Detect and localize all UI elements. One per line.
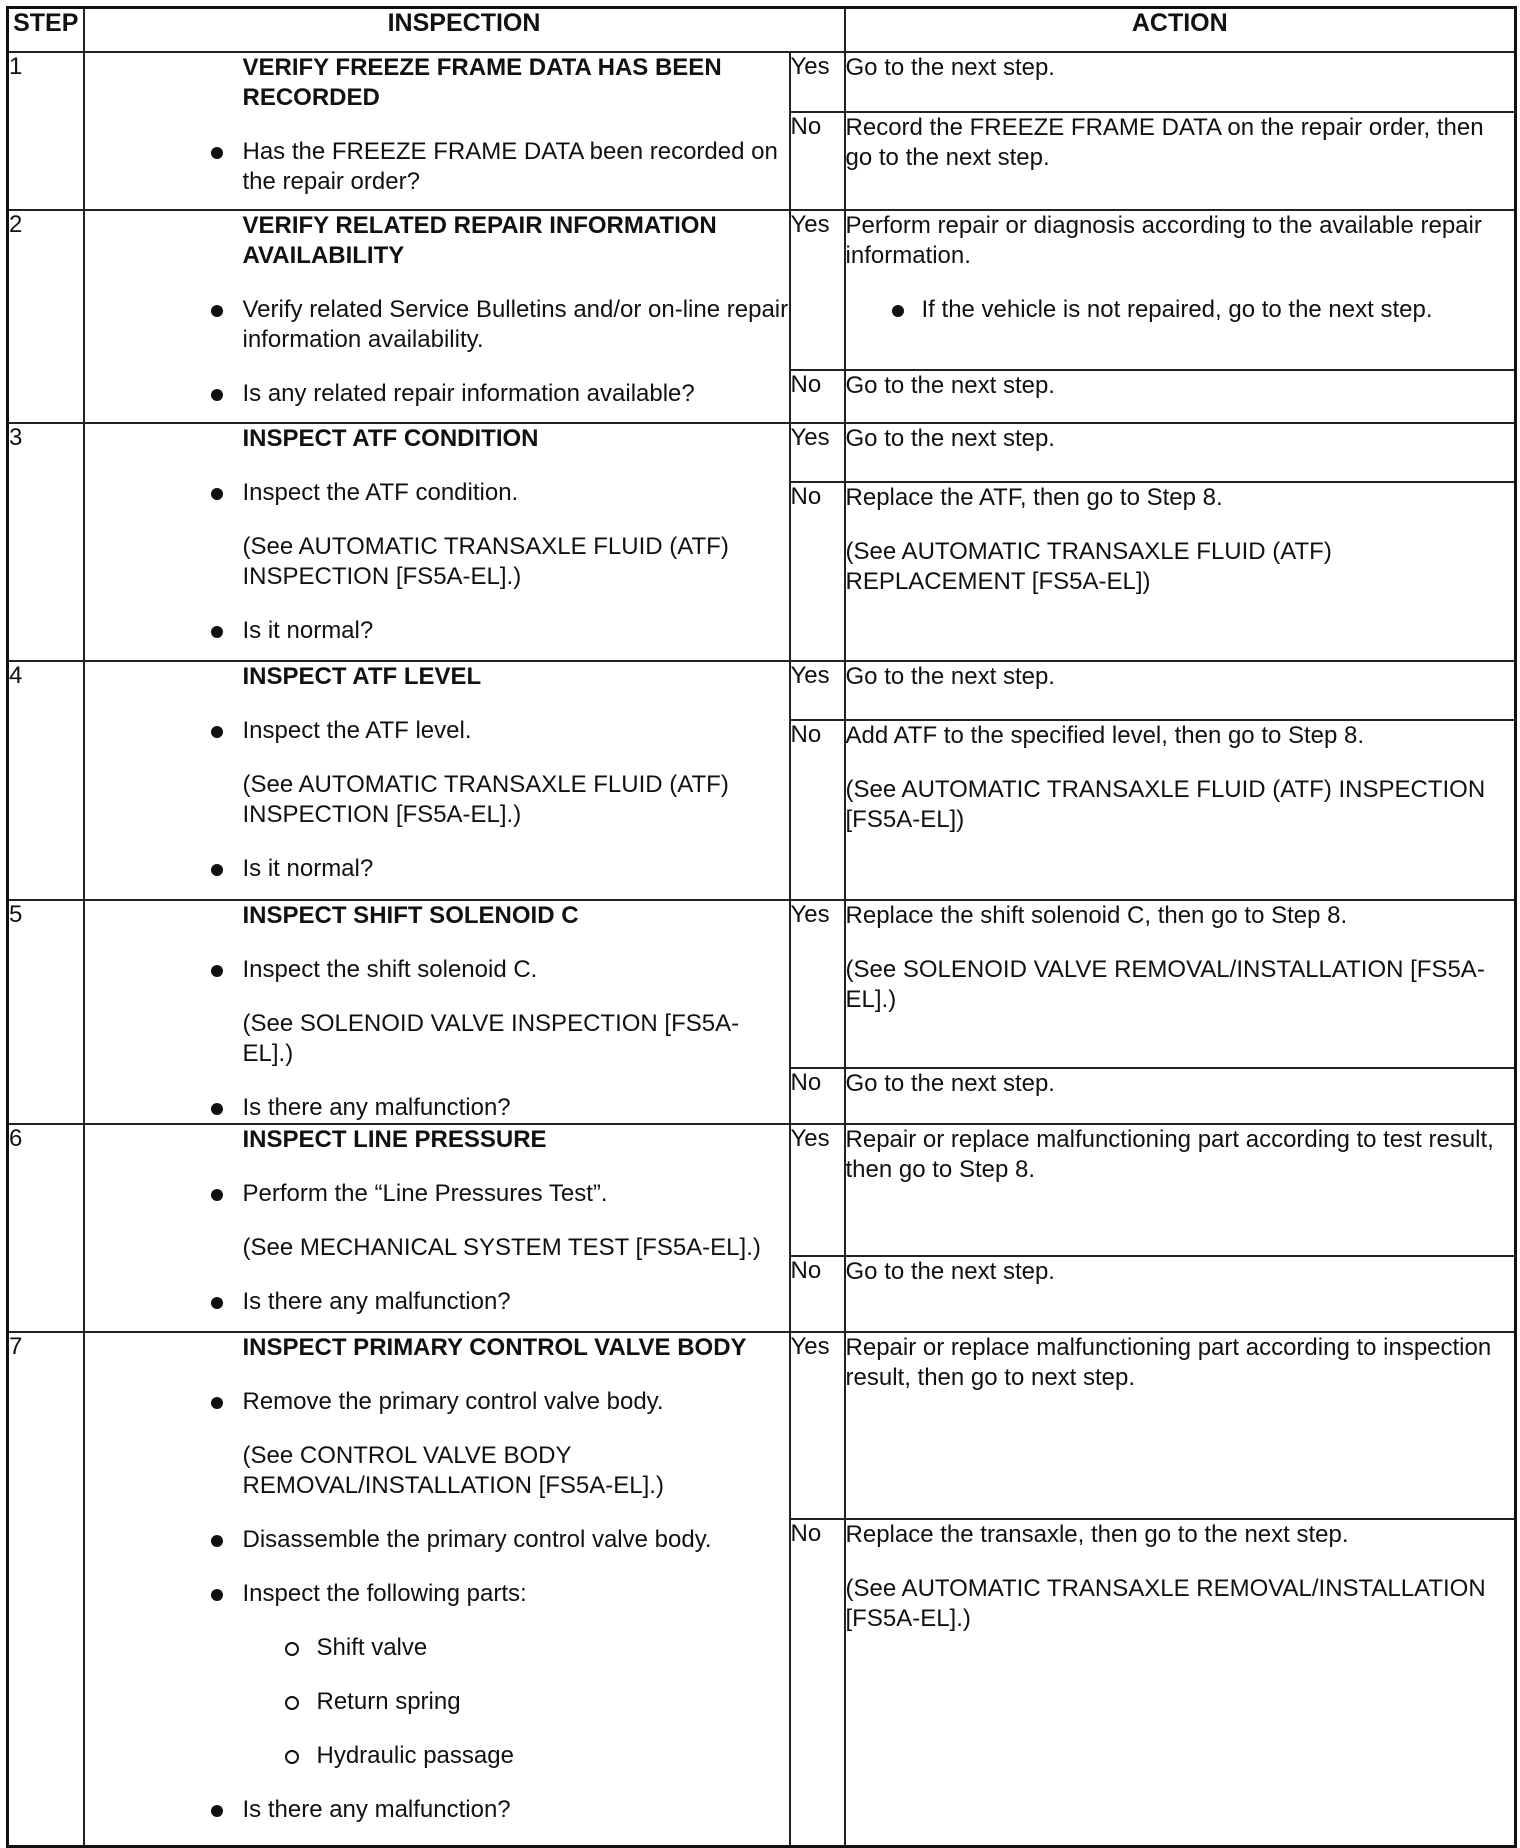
- yes-action: [845, 423, 1516, 482]
- yes-label: Yes: [790, 210, 845, 370]
- reference-text: (See AUTOMATIC TRANSAXLE FLUID (ATF) INSPECTION [FS5A-EL]): [845, 776, 1486, 833]
- step-number: 4: [8, 661, 84, 900]
- no-label: No: [790, 720, 845, 900]
- step-number: 7: [8, 1332, 84, 1846]
- step-number: 3: [8, 423, 84, 661]
- step-3-row-yes: [8, 423, 1516, 482]
- yes-label: Yes: [790, 661, 845, 720]
- no-label: No: [790, 370, 845, 423]
- inspection-item: Is there any malfunction?: [85, 1795, 789, 1825]
- action-text: Replace the ATF, then go to Step 8.: [845, 484, 1223, 511]
- step-title: INSPECT ATF CONDITION: [242, 425, 539, 452]
- header-row: [8, 8, 1516, 53]
- part-item-hydraulic-passage: Hydraulic passage: [85, 1741, 789, 1771]
- step-4-row-yes: [8, 661, 1516, 720]
- action-text: Go to the next step.: [845, 663, 1055, 690]
- action-text: Record the FREEZE FRAME DATA on the repair order, then go to the next step.: [845, 114, 1484, 171]
- action-text: Replace the shift solenoid C, then go to Step 8.: [845, 902, 1348, 929]
- inspection-item: Has the FREEZE FRAME DATA been recorded on the repair order?: [85, 137, 789, 197]
- yes-action: [845, 900, 1516, 1068]
- no-label: No: [790, 482, 845, 661]
- action-text: Go to the next step.: [845, 54, 1055, 81]
- inspection-item: Is there any malfunction?: [85, 1093, 789, 1123]
- action-text: Go to the next step.: [845, 372, 1055, 399]
- inspection-item: Is there any malfunction?: [85, 1287, 789, 1317]
- step-title: VERIFY RELATED REPAIR INFORMATION AVAILABILITY: [242, 212, 717, 269]
- part-item-return-spring: Return spring: [85, 1687, 789, 1717]
- header-action: ACTION: [845, 8, 1516, 53]
- step-title: VERIFY FREEZE FRAME DATA HAS BEEN RECORDED: [242, 54, 722, 111]
- yes-label: Yes: [790, 1124, 845, 1256]
- step-7-inspection: [84, 1332, 790, 1846]
- inspection-item: Disassemble the primary control valve body.: [85, 1525, 789, 1555]
- yes-label: Yes: [790, 1332, 845, 1519]
- step-5-row-yes: [8, 900, 1516, 1068]
- step-title: INSPECT LINE PRESSURE: [242, 1126, 547, 1153]
- yes-label: Yes: [790, 900, 845, 1068]
- yes-action: [845, 52, 1516, 112]
- no-action: [845, 1519, 1516, 1846]
- action-bullet: If the vehicle is not repaired, go to the next step.: [846, 295, 1515, 325]
- action-text: Go to the next step.: [845, 425, 1055, 452]
- inspection-item: Inspect the ATF condition.: [85, 478, 789, 508]
- step-6-row-yes: [8, 1124, 1516, 1256]
- yes-action: [845, 210, 1516, 370]
- inspection-item: Inspect the ATF level.: [85, 716, 789, 746]
- action-text: Go to the next step.: [845, 1069, 1055, 1097]
- step-title: INSPECT PRIMARY CONTROL VALVE BODY: [242, 1334, 747, 1361]
- reference-text: (See AUTOMATIC TRANSAXLE FLUID (ATF) INSPECTION [FS5A-EL].): [242, 533, 729, 590]
- yes-action: [845, 661, 1516, 720]
- reference-text: (See AUTOMATIC TRANSAXLE FLUID (ATF) REPLACEMENT [FS5A-EL]): [845, 538, 1332, 595]
- inspection-item: Verify related Service Bulletins and/or on-line repair information availability.: [85, 295, 789, 355]
- inspection-item: Is any related repair information available?: [85, 379, 789, 409]
- step-6-inspection: [84, 1124, 790, 1332]
- no-label: No: [790, 1256, 845, 1332]
- no-label: No: [790, 1068, 845, 1124]
- step-1-row-yes: [8, 52, 1516, 112]
- step-3-inspection: [84, 423, 790, 661]
- reference-text: (See CONTROL VALVE BODY REMOVAL/INSTALLATION [FS5A-EL].): [242, 1442, 664, 1499]
- action-text: Add ATF to the specified level, then go to Step 8.: [845, 722, 1365, 749]
- reference-text: (See SOLENOID VALVE INSPECTION [FS5A-EL].): [242, 1010, 740, 1067]
- step-number: 5: [8, 900, 84, 1124]
- no-action: [845, 1256, 1516, 1332]
- yes-action: [845, 1332, 1516, 1519]
- no-label: No: [790, 1519, 845, 1846]
- step-1-inspection: [84, 52, 790, 210]
- no-action: [845, 482, 1516, 661]
- step-7-row-yes: [8, 1332, 1516, 1519]
- step-2-row-yes: [8, 210, 1516, 370]
- reference-text: (See AUTOMATIC TRANSAXLE FLUID (ATF) INSPECTION [FS5A-EL].): [242, 771, 729, 828]
- no-action: [845, 1068, 1516, 1124]
- reference-text: (See MECHANICAL SYSTEM TEST [FS5A-EL].): [242, 1234, 761, 1261]
- inspection-item: Perform the “Line Pressures Test”.: [85, 1179, 789, 1209]
- action-text: Replace the transaxle, then go to the next step.: [845, 1521, 1349, 1548]
- reference-text: (See SOLENOID VALVE REMOVAL/INSTALLATION [FS5A-EL].): [845, 956, 1485, 1013]
- header-inspection: INSPECTION: [84, 8, 845, 53]
- inspection-item: Is it normal?: [85, 854, 789, 884]
- diagnostic-table: [6, 6, 1517, 1848]
- header-step: STEP: [8, 8, 84, 53]
- step-5-inspection: [84, 900, 790, 1124]
- step-title: INSPECT ATF LEVEL: [242, 663, 482, 690]
- action-text: Repair or replace malfunctioning part according to inspection result, then go to next step.: [845, 1334, 1492, 1391]
- step-number: 1: [8, 52, 84, 210]
- inspection-item: Inspect the shift solenoid C.: [85, 955, 789, 985]
- inspection-item: Inspect the following parts:: [85, 1579, 789, 1609]
- action-text: Repair or replace malfunctioning part according to test result, then go to Step 8.: [845, 1126, 1494, 1183]
- yes-label: Yes: [790, 52, 845, 112]
- part-item-shift-valve: Shift valve: [85, 1633, 789, 1663]
- step-4-inspection: [84, 661, 790, 900]
- step-title: INSPECT SHIFT SOLENOID C: [242, 902, 579, 929]
- yes-label: Yes: [790, 423, 845, 482]
- no-action: [845, 370, 1516, 423]
- action-text: Go to the next step.: [845, 1258, 1055, 1285]
- step-2-inspection: [84, 210, 790, 423]
- step-number: 2: [8, 210, 84, 423]
- no-action: [845, 720, 1516, 900]
- no-action: [845, 112, 1516, 210]
- reference-text: (See AUTOMATIC TRANSAXLE REMOVAL/INSTALLATION [FS5A-EL].): [845, 1575, 1486, 1632]
- step-number: 6: [8, 1124, 84, 1332]
- inspection-item: Remove the primary control valve body.: [85, 1387, 789, 1417]
- yes-action: [845, 1124, 1516, 1256]
- action-text: Perform repair or diagnosis according to the available repair information.: [845, 212, 1482, 269]
- inspection-item: Is it normal?: [85, 616, 789, 646]
- no-label: No: [790, 112, 845, 210]
